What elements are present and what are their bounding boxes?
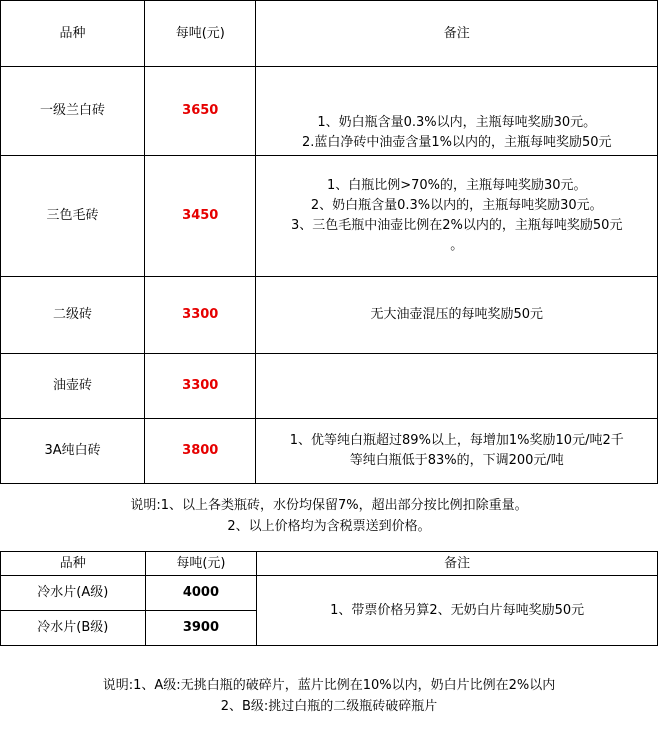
header-variety: 品种 [1,1,145,67]
remark-line: 无大油壶混压的每吨奖励50元 [370,307,544,322]
remarks-cell [256,156,658,277]
header-remarks: 备注 [256,1,658,67]
variety-name: 油壶砖 [1,354,145,419]
remarks-cell [256,67,658,156]
remarks-cell [256,419,658,484]
price-value: 3300 [145,354,256,419]
table-row [1,277,658,354]
variety-name: 3A纯白砖 [1,419,145,484]
header-price: 每吨(元) [145,1,256,67]
remark-line: 3、三色毛瓶中油壶比例在2%以内的，主瓶每吨奖励50元 [291,218,623,233]
price-value: 3450 [145,156,256,277]
note-line: 2、B级:挑过白瓶的二级瓶砖破碎瓶片 [220,699,438,714]
table-row [1,576,658,611]
variety-name: 二级砖 [1,277,145,354]
variety-name: 一级兰白砖 [1,67,145,156]
note-line: 说明:1、A级:无挑白瓶的破碎片，蓝片比例在10%以内，奶白片比例在2%以内 [102,678,556,693]
price-value: 3900 [145,611,257,646]
table-header-row [1,1,658,67]
table-row [1,354,658,419]
remark-line: 1、奶白瓶含量0.3%以内，主瓶每吨奖励30元。 [317,115,597,130]
table-row [1,419,658,484]
table-header-row [1,552,658,576]
note-line: 说明:1、以上各类瓶砖，水份均保留7%，超出部分按比例扣除重量。 [130,498,528,513]
note-line: 2、以上价格均为含税票送到价格。 [227,519,431,534]
remark-line: 2、奶白瓶含量0.3%以内的，主瓶每吨奖励30元。 [310,198,603,213]
remarks-cell-merged: 1、带票价格另算2、无奶白片每吨奖励50元 [257,576,658,646]
header-variety: 品种 [1,552,146,576]
price-value: 3800 [145,419,256,484]
header-remarks: 备注 [257,552,658,576]
variety-name: 三色毛砖 [1,156,145,277]
note-block-1 [0,495,658,537]
remarks-cell [256,354,658,419]
remark-line: 1、白瓶比例>70%的，主瓶每吨奖励30元。 [326,178,587,193]
remark-line: 。 [450,238,464,253]
remark-line: 1、优等纯白瓶超过89%以上，每增加1%奖励10元/吨2千 [289,433,624,448]
remark-line: 2.蓝白净砖中油壶含量1%以内的，主瓶每吨奖励50元 [301,135,612,150]
header-price: 每吨(元) [145,552,257,576]
table-row [1,156,658,277]
price-value: 3300 [145,277,256,354]
price-value: 4000 [145,576,257,611]
variety-name: 冷水片(A级) [1,576,146,611]
table-row [1,67,658,156]
price-value: 3650 [145,67,256,156]
remarks-cell [256,277,658,354]
remark-line: 等纯白瓶低于83%的，下调200元/吨 [349,453,564,468]
variety-name: 冷水片(B级) [1,611,146,646]
price-table-flakes [0,551,658,646]
note-block-2 [0,675,658,717]
